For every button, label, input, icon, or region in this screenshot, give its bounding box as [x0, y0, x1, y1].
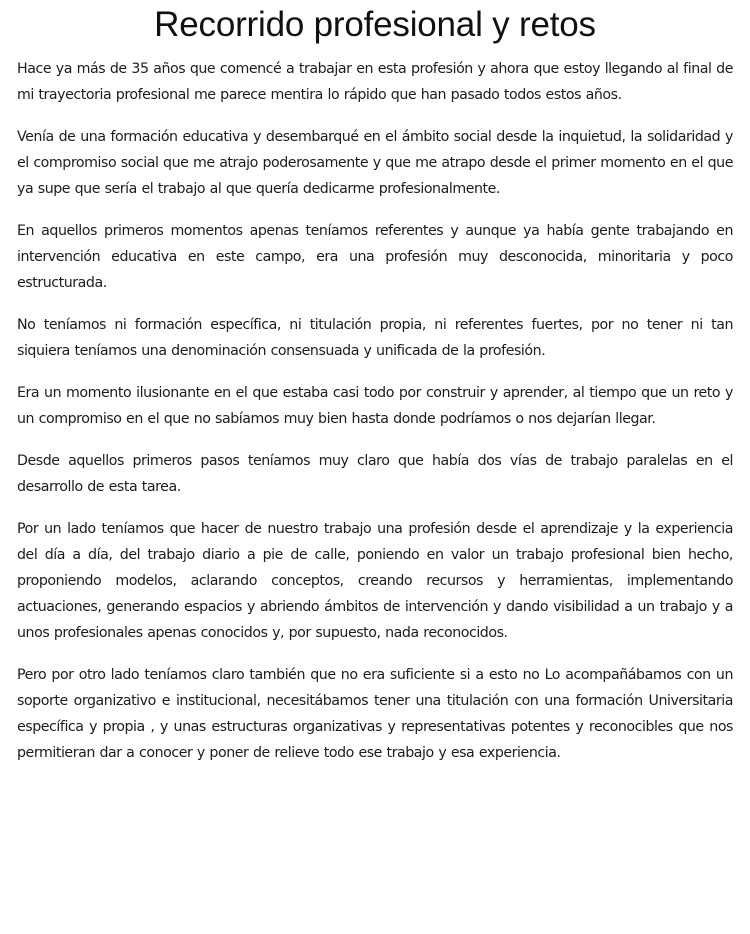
paragraph-background: Venía de una formación educativa y desembarqué en el ámbito social desde la inquietud, la solidaridad y el compromiso social que me atrajo poderosamente y que me atrapo desde el primer momento en el que ya supe que sería el trabajo al que quería dedicarme profesionalmente. [17, 129, 733, 197]
paragraph-second-path: Pero por otro lado teníamos claro también que no era suficiente si a esto no Lo acompañábamos con un soporte organizativo e institucional, necesitábamos tener una titulación con una formación Universitaria específica y propia , y unas estructuras organizativas y representativas potentes y reconocibles que nos permitieran dar a conocer y poner de relieve todo ese trabajo y esa experiencia. [17, 667, 733, 761]
document-body [17, 56, 733, 766]
paragraph-no-training: No teníamos ni formación específica, ni titulación propia, ni referentes fuertes, por no tener ni tan siquiera teníamos una denominación consensuada y unificada de la profesión. [17, 317, 733, 359]
paragraph-two-paths: Desde aquellos primeros pasos teníamos muy claro que había dos vías de trabajo paralelas en el desarrollo de esta tarea. [17, 453, 733, 495]
paragraph-first-path: Por un lado teníamos que hacer de nuestro trabajo una profesión desde el aprendizaje y la experiencia del día a día, del trabajo diario a pie de calle, poniendo en valor un trabajo profesional bien hecho, proponiendo modelos, aclarando conceptos, creando recursos y herramientas, implementando actuaciones, generando espacios y abriendo ámbitos de intervención y dando visibilidad a un trabajo y a unos profesionales apenas conocidos y, por supuesto, nada reconocidos. [17, 521, 733, 641]
document-title: Recorrido profesional y retos [154, 5, 596, 44]
paragraph-intro: Hace ya más de 35 años que comencé a trabajar en esta profesión y ahora que estoy llegando al final de mi trayectoria profesional me parece mentira lo rápido que han pasado todos estos años. [17, 61, 733, 103]
paragraph-exciting-moment: Era un momento ilusionante en el que estaba casi todo por construir y aprender, al tiempo que un reto y un compromiso en el que no sabíamos muy bien hasta donde podríamos o nos dejarían llegar. [17, 385, 733, 427]
paragraph-early-moments: En aquellos primeros momentos apenas teníamos referentes y aunque ya había gente trabajando en intervención educativa en este campo, era una profesión muy desconocida, minoritaria y poco estructurada. [17, 223, 733, 291]
document-page [17, 0, 733, 782]
